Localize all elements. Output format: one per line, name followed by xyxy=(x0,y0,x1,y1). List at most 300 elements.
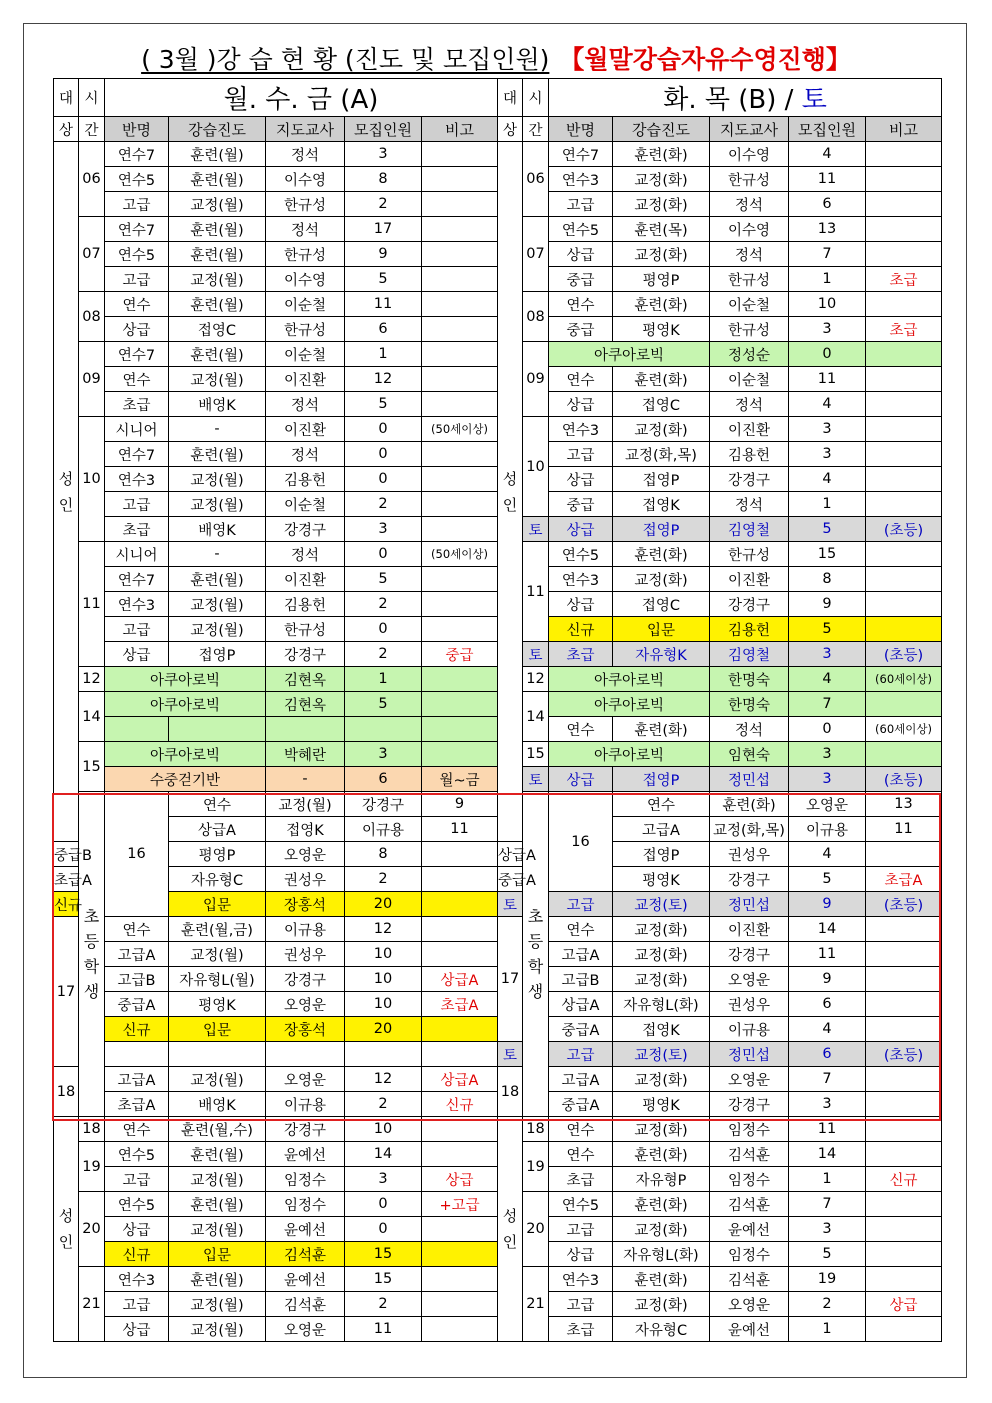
count: 4 xyxy=(789,1017,866,1042)
teacher: 이진환 xyxy=(710,917,789,942)
header-time-2: 간 xyxy=(79,117,105,142)
table-row xyxy=(498,167,942,192)
teacher: 김용헌 xyxy=(266,467,345,492)
teacher: 정민섭 xyxy=(710,767,789,792)
table-row xyxy=(54,292,498,317)
teacher: 권성우 xyxy=(266,867,345,892)
progress: 접영K xyxy=(613,1017,710,1042)
progress: 접영K xyxy=(266,817,345,842)
progress: - xyxy=(169,542,266,567)
class-name: 중급A xyxy=(549,1017,613,1042)
notes: 상급A xyxy=(422,967,498,992)
teacher: 이진환 xyxy=(710,417,789,442)
class-name: 아쿠아로빅 xyxy=(105,742,266,767)
count: 3 xyxy=(789,767,866,792)
class-name: 초급 xyxy=(105,392,169,417)
class-name: 상급 xyxy=(549,517,613,542)
notes xyxy=(866,392,942,417)
class-name: 고급 xyxy=(105,617,169,642)
notes: (초등) xyxy=(866,892,942,917)
saturday-marker: 토 xyxy=(523,767,549,792)
notes xyxy=(422,367,498,392)
class-name: 아쿠아로빅 xyxy=(549,692,710,717)
count: 0 xyxy=(345,1217,422,1242)
class-name: 상급A xyxy=(549,992,613,1017)
section-title-main: 화. 목 (B) / xyxy=(663,85,802,115)
notes xyxy=(866,292,942,317)
class-name: 연수 xyxy=(105,1117,169,1142)
table-row xyxy=(498,667,942,692)
teacher: 윤예선 xyxy=(710,1317,789,1342)
schedule-table-tt xyxy=(497,78,942,1342)
notes xyxy=(866,992,942,1017)
notes xyxy=(866,617,942,642)
class-name: 고급 xyxy=(549,192,613,217)
notes xyxy=(422,1017,498,1042)
count: 20 xyxy=(345,892,422,917)
progress: 훈련(화) xyxy=(613,292,710,317)
table-row xyxy=(54,1142,498,1167)
table-row xyxy=(498,792,942,817)
progress: 훈련(화) xyxy=(613,542,710,567)
table-row xyxy=(54,1042,498,1067)
teacher: 오영운 xyxy=(266,842,345,867)
table-row xyxy=(54,742,498,767)
teacher: 정석 xyxy=(266,392,345,417)
table-row xyxy=(54,192,498,217)
table-row xyxy=(498,767,942,792)
header-time-1: 시 xyxy=(523,79,549,117)
progress: 교정(화) xyxy=(613,942,710,967)
time-slot-08: 08 xyxy=(79,292,105,342)
teacher: 임정수 xyxy=(710,1242,789,1267)
count: 11 xyxy=(345,1317,422,1342)
time-slot-16: 16 xyxy=(105,792,169,917)
table-row xyxy=(498,367,942,392)
table-row xyxy=(498,1042,942,1067)
teacher: 임정수 xyxy=(710,1117,789,1142)
table-row xyxy=(498,517,942,542)
teacher: 오영운 xyxy=(710,967,789,992)
class-name: 연수3 xyxy=(105,1267,169,1292)
table-row xyxy=(54,542,498,567)
teacher: 정석 xyxy=(266,217,345,242)
progress: 훈련(화) xyxy=(613,1142,710,1167)
table-row xyxy=(54,642,498,667)
table-row xyxy=(54,1317,498,1342)
time-slot-20: 20 xyxy=(79,1192,105,1267)
count: 9 xyxy=(789,892,866,917)
time-slot-08: 08 xyxy=(523,292,549,342)
teacher: 김석훈 xyxy=(266,1242,345,1267)
count: 5 xyxy=(789,617,866,642)
class-name: 고급A xyxy=(549,942,613,967)
count: 5 xyxy=(789,1242,866,1267)
count: 6 xyxy=(345,317,422,342)
teacher: 정석 xyxy=(710,717,789,742)
count: 5 xyxy=(789,867,866,892)
table-row xyxy=(54,317,498,342)
count: 5 xyxy=(345,692,422,717)
count: 3 xyxy=(789,642,866,667)
notes xyxy=(866,342,942,367)
teacher: 임정수 xyxy=(266,1192,345,1217)
table-row xyxy=(54,142,498,167)
class-name: 상급 xyxy=(549,1242,613,1267)
teacher: 오영운 xyxy=(266,1067,345,1092)
progress: 교정(월) xyxy=(169,367,266,392)
notes xyxy=(866,1067,942,1092)
count: 4 xyxy=(789,467,866,492)
class-name: 고급B xyxy=(105,967,169,992)
class-name: 중급A xyxy=(498,867,523,892)
class-name: 아쿠아로빅 xyxy=(549,342,710,367)
count: 7 xyxy=(789,1067,866,1092)
notes xyxy=(422,342,498,367)
class-name: 고급A xyxy=(549,1067,613,1092)
count: 0 xyxy=(345,467,422,492)
table-row xyxy=(54,567,498,592)
count: 6 xyxy=(345,767,422,792)
time-slot-06: 06 xyxy=(79,142,105,217)
progress: 훈련(화) xyxy=(613,367,710,392)
notes xyxy=(866,742,942,767)
class-name: 연수3 xyxy=(549,1267,613,1292)
table-row xyxy=(498,1067,942,1092)
schedule-table-mwf xyxy=(53,78,498,1342)
class-name: 상급 xyxy=(549,242,613,267)
class-name: 연수 xyxy=(549,717,613,742)
time-slot-06: 06 xyxy=(523,142,549,217)
table-row xyxy=(54,1017,498,1042)
teacher: 이규용 xyxy=(789,817,866,842)
teacher: 한규성 xyxy=(710,317,789,342)
class-name: 고급 xyxy=(105,267,169,292)
count: 4 xyxy=(789,667,866,692)
table-row xyxy=(54,442,498,467)
notes: 상급 xyxy=(422,1167,498,1192)
count: 15 xyxy=(789,542,866,567)
notes: (초등) xyxy=(866,642,942,667)
teacher: 김용헌 xyxy=(710,442,789,467)
notes xyxy=(422,292,498,317)
table-row xyxy=(498,1017,942,1042)
table-row xyxy=(498,567,942,592)
section-title-tt xyxy=(549,79,942,117)
table-row xyxy=(54,467,498,492)
progress: 교정(화) xyxy=(613,167,710,192)
count: 7 xyxy=(789,242,866,267)
time-slot-18b: 18 xyxy=(79,1117,105,1142)
teacher: 김현옥 xyxy=(266,667,345,692)
notes xyxy=(866,442,942,467)
time-slot-15: 15 xyxy=(523,742,549,767)
count: 5 xyxy=(345,392,422,417)
class-name xyxy=(105,717,169,742)
notes xyxy=(422,142,498,167)
teacher: 강경구 xyxy=(710,1092,789,1117)
table-row xyxy=(54,1192,498,1217)
class-name: 고급A xyxy=(613,817,710,842)
class-name: 연수 xyxy=(169,792,266,817)
class-name: 고급A xyxy=(105,1067,169,1092)
count: 0 xyxy=(345,542,422,567)
table-row xyxy=(54,342,498,367)
count: 5 xyxy=(345,567,422,592)
notes xyxy=(866,1192,942,1217)
notes: 초급 xyxy=(866,267,942,292)
table-row xyxy=(498,267,942,292)
count: 8 xyxy=(345,167,422,192)
count: 3 xyxy=(789,1217,866,1242)
notes xyxy=(866,1317,942,1342)
progress xyxy=(169,717,266,742)
progress: 훈련(월,수) xyxy=(169,1117,266,1142)
class-name: 신규 xyxy=(54,892,79,917)
teacher: 김용헌 xyxy=(266,592,345,617)
count: 13 xyxy=(789,217,866,242)
count: 14 xyxy=(345,1142,422,1167)
table-row xyxy=(498,917,942,942)
time-slot-20: 20 xyxy=(523,1192,549,1267)
count: 2 xyxy=(345,1292,422,1317)
notes xyxy=(422,517,498,542)
progress: 접영P xyxy=(613,517,710,542)
progress: 자유형C xyxy=(169,867,266,892)
col-notes-header: 비고 xyxy=(422,117,498,142)
count: 10 xyxy=(345,942,422,967)
class-name: 초급 xyxy=(549,642,613,667)
class-name: 연수7 xyxy=(105,567,169,592)
progress: 배영K xyxy=(169,1092,266,1117)
saturday-marker: 토 xyxy=(523,642,549,667)
col-progress-header: 강습진도 xyxy=(169,117,266,142)
notes xyxy=(422,867,498,892)
teacher: 오영운 xyxy=(710,1067,789,1092)
progress: 훈련(화) xyxy=(613,1192,710,1217)
count: 0 xyxy=(789,342,866,367)
teacher: 이진환 xyxy=(266,567,345,592)
count: 8 xyxy=(789,567,866,592)
notes xyxy=(866,942,942,967)
class-name: 연수3 xyxy=(549,567,613,592)
class-name: 고급 xyxy=(105,1292,169,1317)
class-name: 고급 xyxy=(105,192,169,217)
table-row xyxy=(54,417,498,442)
table-row xyxy=(54,1092,498,1117)
group-label-adult: 성 인 xyxy=(498,142,523,842)
class-name: 상급 xyxy=(105,1217,169,1242)
teacher: 김현옥 xyxy=(266,692,345,717)
group-label-elementary: 초 등 학 생 xyxy=(79,792,105,1117)
teacher: 한명숙 xyxy=(710,692,789,717)
notes xyxy=(422,392,498,417)
progress: 교정(화) xyxy=(613,1217,710,1242)
count: 14 xyxy=(789,1142,866,1167)
group-label-text: 성 인 xyxy=(58,1207,74,1251)
table-row xyxy=(54,1292,498,1317)
progress: 교정(토) xyxy=(613,1042,710,1067)
table-row xyxy=(54,217,498,242)
table-row xyxy=(54,942,498,967)
group-label-elementary: 초 등 학 생 xyxy=(523,792,549,1117)
progress: 접영P xyxy=(613,767,710,792)
teacher: 강경구 xyxy=(266,967,345,992)
table-row xyxy=(498,742,942,767)
notes xyxy=(866,567,942,592)
notes xyxy=(422,317,498,342)
progress: 교정(화) xyxy=(613,1067,710,1092)
table-row xyxy=(498,1117,942,1142)
count: 9 xyxy=(789,967,866,992)
time-slot-14: 14 xyxy=(79,692,105,742)
notes xyxy=(866,1242,942,1267)
count: 9 xyxy=(422,792,498,817)
count: 19 xyxy=(789,1267,866,1292)
notes xyxy=(422,242,498,267)
teacher: 강경구 xyxy=(710,467,789,492)
time-slot-19: 19 xyxy=(79,1142,105,1192)
notes xyxy=(422,592,498,617)
progress: 교정(화,목) xyxy=(710,817,789,842)
teacher: 강경구 xyxy=(710,942,789,967)
table-row xyxy=(498,1217,942,1242)
notes: 신규 xyxy=(866,1167,942,1192)
teacher: 김석훈 xyxy=(710,1192,789,1217)
teacher: 이순철 xyxy=(266,342,345,367)
table-row xyxy=(54,1117,498,1142)
time-slot-21: 21 xyxy=(523,1267,549,1342)
table-row xyxy=(498,1292,942,1317)
table-row xyxy=(498,442,942,467)
class-name: 연수 xyxy=(549,1142,613,1167)
teacher: 오영운 xyxy=(266,1317,345,1342)
saturday-marker: 토 xyxy=(498,892,523,917)
notes xyxy=(866,167,942,192)
header-target-1: 대 xyxy=(498,79,523,117)
time-slot-18b: 18 xyxy=(523,1117,549,1142)
title-main: ( 3월 )강 습 현 황 (진도 및 모집인원) xyxy=(141,45,550,74)
notes xyxy=(422,1317,498,1342)
count: 9 xyxy=(789,592,866,617)
class-name: 신규 xyxy=(105,1017,169,1042)
table-row xyxy=(498,592,942,617)
header-time-2: 간 xyxy=(523,117,549,142)
class-name: 수중걷기반 xyxy=(105,767,266,792)
progress xyxy=(169,1042,266,1067)
notes xyxy=(422,692,498,717)
table-row xyxy=(54,492,498,517)
progress: 교정(월) xyxy=(169,592,266,617)
progress: 교정(화) xyxy=(613,417,710,442)
notes xyxy=(866,417,942,442)
teacher: 한규성 xyxy=(266,192,345,217)
teacher: 강경구 xyxy=(345,792,422,817)
teacher: 김석훈 xyxy=(710,1142,789,1167)
progress: 입문 xyxy=(169,892,266,917)
progress: 교정(화) xyxy=(613,192,710,217)
count: 3 xyxy=(789,417,866,442)
teacher: 정민섭 xyxy=(710,1042,789,1067)
notes xyxy=(422,667,498,692)
count: 13 xyxy=(866,792,942,817)
time-slot-10: 10 xyxy=(523,417,549,517)
class-name: 연수3 xyxy=(549,167,613,192)
table-row xyxy=(54,767,498,792)
class-name: 연수7 xyxy=(549,142,613,167)
count: 7 xyxy=(789,692,866,717)
teacher: 이규용 xyxy=(345,817,422,842)
count: 0 xyxy=(345,617,422,642)
table-row xyxy=(498,142,942,167)
teacher: 장홍석 xyxy=(266,892,345,917)
class-name: 연수 xyxy=(549,367,613,392)
teacher: 장홍석 xyxy=(266,1017,345,1042)
progress: 교정(월) xyxy=(169,617,266,642)
progress: 입문 xyxy=(613,617,710,642)
col-progress-header: 강습진도 xyxy=(613,117,710,142)
teacher: 이순철 xyxy=(710,292,789,317)
progress: 평영K xyxy=(613,1092,710,1117)
table-row xyxy=(54,717,498,742)
notes xyxy=(866,692,942,717)
notes xyxy=(422,567,498,592)
class-name: 중급 xyxy=(549,317,613,342)
teacher: 이진환 xyxy=(710,567,789,592)
class-name: 아쿠아로빅 xyxy=(105,692,266,717)
teacher: 윤예선 xyxy=(266,1217,345,1242)
progress: 평영P xyxy=(613,267,710,292)
class-name: 연수5 xyxy=(105,1192,169,1217)
count: 2 xyxy=(345,592,422,617)
notes: 상급A xyxy=(422,1067,498,1092)
notes xyxy=(422,1117,498,1142)
class-name: 연수 xyxy=(105,917,169,942)
notes: 중급 xyxy=(422,642,498,667)
class-name: 상급A xyxy=(169,817,266,842)
class-name: 연수 xyxy=(105,367,169,392)
progress: 교정(월) xyxy=(266,792,345,817)
count: 5 xyxy=(789,517,866,542)
notes xyxy=(866,142,942,167)
time-slot-12: 12 xyxy=(523,667,549,692)
count: 0 xyxy=(345,1192,422,1217)
saturday-marker: 토 xyxy=(523,517,549,542)
count: 2 xyxy=(345,192,422,217)
progress: 훈련(월) xyxy=(169,167,266,192)
count: 1 xyxy=(789,1167,866,1192)
group-label-adult-evening xyxy=(498,1117,523,1342)
class-name: 상급 xyxy=(105,1317,169,1342)
class-name: 중급 xyxy=(549,492,613,517)
class-name: 고급 xyxy=(549,1217,613,1242)
teacher: 김석훈 xyxy=(710,1267,789,1292)
page-title xyxy=(0,40,992,78)
time-slot-17: 17 xyxy=(54,917,79,1067)
table-row xyxy=(498,492,942,517)
progress: 훈련(월) xyxy=(169,1142,266,1167)
teacher: 오영운 xyxy=(789,792,866,817)
notes xyxy=(422,442,498,467)
table-row xyxy=(498,717,942,742)
class-name: 중급A xyxy=(105,992,169,1017)
teacher: 이규용 xyxy=(710,1017,789,1042)
time-slot-07: 07 xyxy=(79,217,105,292)
count: 0 xyxy=(345,442,422,467)
count: 9 xyxy=(345,242,422,267)
count: 10 xyxy=(345,992,422,1017)
teacher: 이수영 xyxy=(710,142,789,167)
